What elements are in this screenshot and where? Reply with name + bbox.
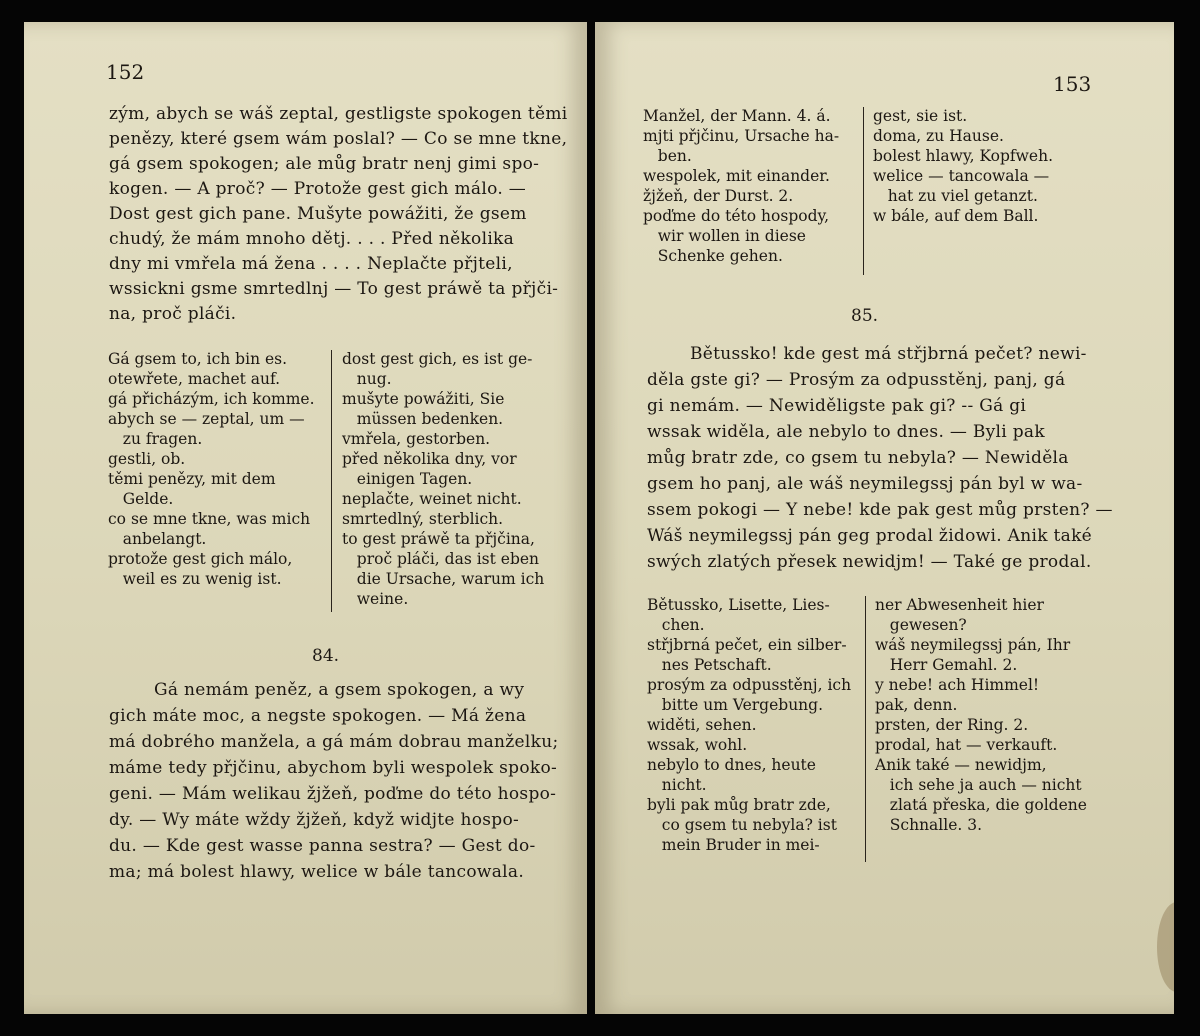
glossary-entry: proč pláči, das ist eben [342,550,540,568]
text-line: má dobrého manžela, a gá mám dobrau manželku; [109,732,559,752]
glossary-entry: müssen bedenken. [342,410,504,428]
glossary-entry: zu fragen. [108,430,203,448]
glossary-entry: co gsem tu nebyla? ist [647,816,837,834]
glossary-entry: chen. [647,616,705,634]
glossary-entry: hat zu viel getanzt. [873,187,1038,205]
glossary-entry: dost gest gich, es ist ge- [342,350,533,368]
text-line: swých zlatých přesek newidjm! — Také ge prodal. [647,552,1092,572]
text-line: Gá nemám peněz, a gsem spokogen, a wy [154,680,525,700]
text-line: chudý, že mám mnoho dětj. . . . Před několika [109,229,515,249]
glossary-entry: wssak, wohl. [647,736,748,754]
glossary-entry: weine. [342,590,409,608]
text-line: geni. — Mám welikau žjžeň, poďme do této hospo- [109,784,557,804]
glossary-entry: bolest hlawy, Kopfweh. [873,147,1053,165]
glossary-entry: die Ursache, warum ich [342,570,545,588]
text-line: ssem pokogi — Y nebe! kde pak gest můg prsten? — [647,500,1113,520]
column-divider [331,350,332,612]
glossary-entry: anbelangt. [108,530,207,548]
left-page [24,22,587,1014]
text-line: děla gste gi? — Prosým za odpusstěnj, panj, gá [647,370,1066,390]
glossary-entry: střjbrná pečet, ein silber- [647,636,847,654]
glossary-entry: bitte um Vergebung. [647,696,824,714]
glossary-entry: nug. [342,370,392,388]
glossary-entry: pak, denn. [875,696,958,714]
section-number: 85. [851,306,879,326]
glossary-entry: vmřela, gestorben. [342,430,491,448]
glossary-entry: zlatá přeska, die goldene [875,796,1087,814]
glossary-entry: wáš neymilegssj pán, Ihr [875,636,1071,654]
text-line: wssickni gsme smrtedlnj — To gest práwě ta přjči- [109,279,559,299]
glossary-entry: neplačte, weinet nicht. [342,490,522,508]
text-line: můg bratr zde, co gsem tu nebyla? — Newiděla [647,448,1069,468]
glossary-entry: nicht. [647,776,707,794]
glossary-entry: Gá gsem to, ich bin es. [108,350,288,368]
text-line: gá gsem spokogen; ale můg bratr nenj gimi spo- [109,154,540,174]
right-page [595,22,1174,1014]
glossary-entry: to gest práwě ta přjčina, [342,530,535,548]
column-divider [863,107,864,275]
glossary-entry: weil es zu wenig ist. [108,570,282,588]
glossary-entry: gest, sie ist. [873,107,968,125]
glossary-entry: mušyte powážiti, Sie [342,390,505,408]
text-line: gi nemám. — Newiděligste pak gi? -- Gá gi [647,396,1027,416]
paper-stain [1157,902,1174,992]
glossary-entry: welice — tancowala — [873,167,1050,185]
text-line: dy. — Wy máte wždy žjžeň, když widjte hospo- [109,810,520,830]
text-line: gich máte moc, a negste spokogen. — Má žena [109,706,527,726]
glossary-entry: Manžel, der Mann. 4. á. [643,107,831,125]
glossary-entry: byli pak můg bratr zde, [647,796,831,814]
glossary-entry: Anik také — newidjm, [875,756,1047,774]
section-number: 84. [312,646,340,666]
glossary-entry: Gelde. [108,490,174,508]
glossary-entry: těmi penězy, mit dem [108,470,276,488]
text-line: du. — Kde gest wasse panna sestra? — Gest do- [109,836,536,856]
glossary-entry: w bále, auf dem Ball. [873,207,1039,225]
glossary-entry: před několika dny, vor [342,450,517,468]
glossary-entry: ich sehe ja auch — nicht [875,776,1082,794]
glossary-entry: gá přicházým, ich komme. [108,390,315,408]
glossary-entry: mjti přjčinu, Ursache ha- [643,127,840,145]
text-line: Bětussko! kde gest má střjbrná pečet? newi- [690,344,1087,364]
glossary-entry: einigen Tagen. [342,470,473,488]
glossary-entry: wir wollen in diese [643,227,806,245]
glossary-entry: nes Petschaft. [647,656,772,674]
glossary-entry: mein Bruder in mei- [647,836,820,854]
glossary-entry: prosým za odpusstěnj, ich [647,676,852,694]
column-divider [865,596,866,862]
glossary-entry: widěti, sehen. [647,716,757,734]
glossary-entry: y nebe! ach Himmel! [875,676,1040,694]
glossary-entry: Bětussko, Lisette, Lies- [647,596,830,614]
glossary-entry: gestli, ob. [108,450,186,468]
glossary-entry: nebylo to dnes, heute [647,756,816,774]
text-line: wssak widěla, ale nebylo to dnes. — Byli pak [647,422,1045,442]
glossary-entry: gewesen? [875,616,967,634]
glossary-entry: Schenke gehen. [643,247,783,265]
glossary-entry: žjžeň, der Durst. 2. [643,187,794,205]
glossary-entry: abych se — zeptal, um — [108,410,305,428]
glossary-entry: prodal, hat — verkauft. [875,736,1058,754]
text-line: zým, abych se wáš zeptal, gestligste spokogen těmi [109,104,568,124]
text-line: na, proč pláči. [109,304,237,324]
text-line: kogen. — A proč? — Protože gest gich málo. — [109,179,527,199]
glossary-entry: doma, zu Hause. [873,127,1004,145]
glossary-entry: prsten, der Ring. 2. [875,716,1029,734]
glossary-entry: Herr Gemahl. 2. [875,656,1018,674]
glossary-entry: protože gest gich málo, [108,550,293,568]
text-line: Dost gest gich pane. Mušyte powážiti, že gsem [109,204,527,224]
glossary-entry: co se mne tkne, was mich [108,510,311,528]
text-line: dny mi vmřela má žena . . . . Neplačte přjteli, [109,254,513,274]
page-number: 152 [106,60,145,84]
text-line: Wáš neymilegssj pán geg prodal židowi. Anik také [647,526,1093,546]
text-line: ma; má bolest hlawy, welice w bále tancowala. [109,862,525,882]
glossary-entry: otewřete, machet auf. [108,370,281,388]
text-line: penězy, které gsem wám poslal? — Co se mne tkne, [109,129,568,149]
glossary-entry: smrtedlný, sterblich. [342,510,504,528]
text-line: gsem ho panj, ale wáš neymilegssj pán byl w wa- [647,474,1083,494]
page-number: 153 [1053,72,1092,96]
glossary-entry: ben. [643,147,692,165]
glossary-entry: Schnalle. 3. [875,816,983,834]
glossary-entry: wespolek, mit einander. [643,167,830,185]
text-line: máme tedy přjčinu, abychom byli wespolek spoko- [109,758,558,778]
glossary-entry: poďme do této hospody, [643,207,830,225]
glossary-entry: ner Abwesenheit hier [875,596,1044,614]
